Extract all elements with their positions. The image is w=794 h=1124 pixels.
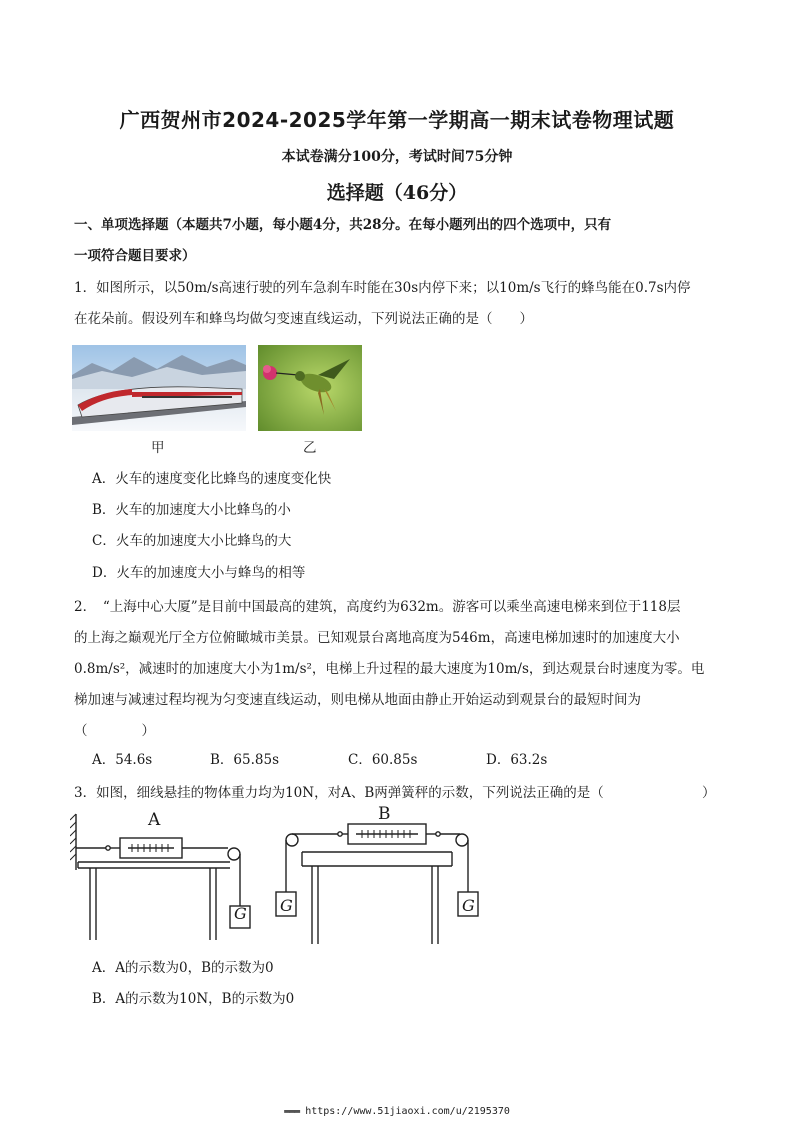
- q1-option-a[interactable]: A．火车的速度变化比蜂鸟的速度变化快: [92, 471, 332, 487]
- q2-option-d[interactable]: D．63.2s: [486, 752, 548, 768]
- q1-option-c[interactable]: C．火车的加速度大小比蜂鸟的大: [92, 533, 292, 549]
- q2-option-c[interactable]: C．60.85s: [348, 752, 418, 768]
- q1-option-b[interactable]: B．火车的加速度大小比蜂鸟的小: [92, 502, 291, 518]
- part-heading-line1: 一、单项选择题（本题共7小题，每小题4分，共28分。在每小题列出的四个选项中，只有: [74, 217, 612, 233]
- q3-option-b[interactable]: B．A的示数为10N，B的示数为0: [92, 991, 295, 1007]
- label-a: A: [148, 810, 161, 830]
- q1-stem-line2: 在花朵前。假设列车和蜂鸟均做匀变速直线运动，下列说法正确的是（ ）: [74, 311, 533, 327]
- q3-stem-line1: 3．如图，细线悬挂的物体重力均为10N，对A、B两弹簧秤的示数，下列说法正确的是（: [74, 785, 604, 801]
- q1-stem-line1: 1．如图所示，以50m/s高速行驶的列车急刹车时能在30s内停下来；以10m/s飞行的蜂鸟能在0.7s内停: [74, 280, 691, 296]
- footer-link[interactable]: https://www.51jiaoxi.com/u/2195370: [305, 1106, 510, 1117]
- q2-stem-line2: 的上海之巅观光厅全方位俯瞰城市美景。已知观景台离地高度为546m，高速电梯加速时的加速度大小: [74, 630, 680, 646]
- hummingbird-caption: 乙: [303, 440, 317, 456]
- train-caption: 甲: [151, 440, 165, 456]
- label-b: B: [378, 804, 391, 824]
- spring-scale-figure-a: [70, 810, 260, 950]
- q2-stem-line3: 0.8m/s²，减速时的加速度大小为1m/s²，电梯上升过程的最大速度为10m/s，到达观景台时速度为零。电: [74, 661, 705, 677]
- q2-option-a[interactable]: A．54.6s: [92, 752, 153, 768]
- q3-stem-close: ）: [702, 785, 716, 801]
- part-heading-line2: 一项符合题目要求）: [74, 248, 196, 264]
- hummingbird-image: [258, 345, 362, 431]
- page-title: 广西贺州市2024-2025学年第一学期高一期末试卷物理试题: [119, 108, 675, 132]
- weight-label-a: G: [234, 904, 247, 923]
- q2-stem-line1: 2． “上海中心大厦”是目前中国最高的建筑，高度约为632m。游客可以乘坐高速电梯来到位于118层: [74, 599, 681, 615]
- q2-option-b[interactable]: B．65.85s: [210, 752, 279, 768]
- q1-option-d[interactable]: D．火车的加速度大小与蜂鸟的相等: [92, 565, 306, 581]
- weight-label-b-left: G: [280, 896, 293, 915]
- weight-label-b-right: G: [462, 896, 475, 915]
- train-image: [72, 345, 246, 431]
- q3-option-a[interactable]: A．A的示数为0，B的示数为0: [92, 960, 274, 976]
- exam-info: 本试卷满分100分，考试时间75分钟: [281, 149, 513, 165]
- spring-scale-figure-b: [272, 804, 492, 950]
- q2-answer-blank: （ ）: [74, 723, 155, 739]
- q2-stem-line4: 梯加速与减速过程均视为匀变速直线运动，则电梯从地面由静止开始运动到观景台的最短时间为: [74, 692, 641, 708]
- section-heading: 选择题（46分）: [326, 182, 468, 204]
- footer-mark-icon: ▬▬▬: [284, 1106, 300, 1117]
- footer-url[interactable]: [0, 1106, 794, 1117]
